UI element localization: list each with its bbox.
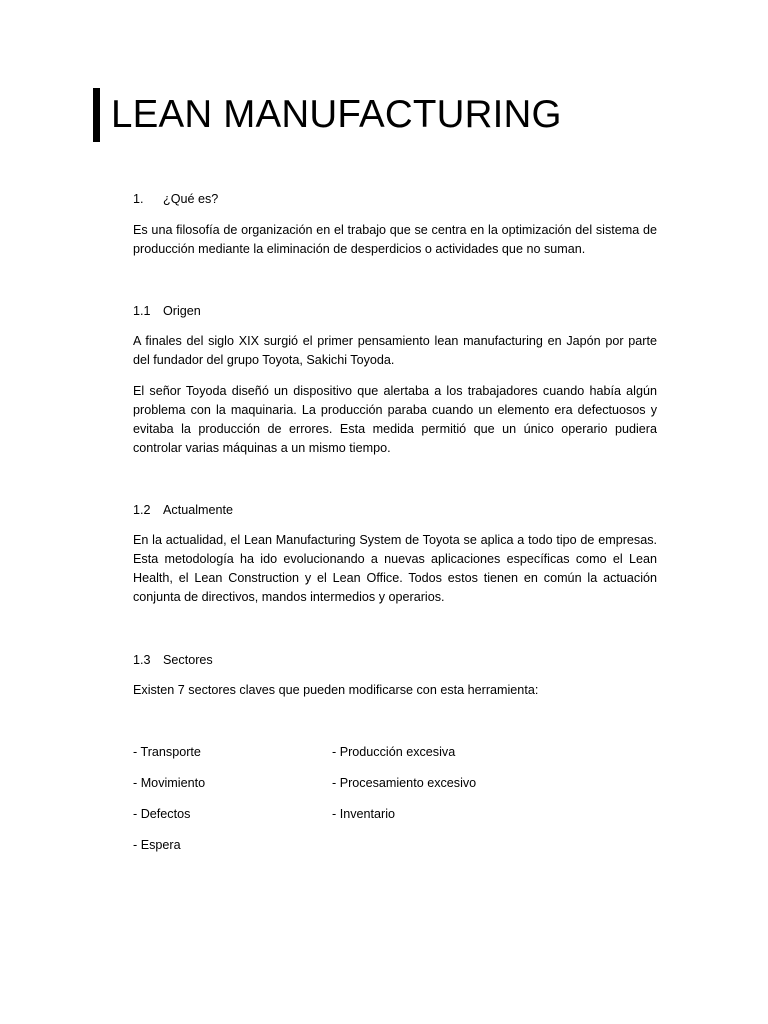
section-title: Actualmente — [163, 503, 234, 517]
paragraph-actualmente: En la actualidad, el Lean Manufacturing System de Toyota se aplica a todo tipo de empresas. Esta metodología ha ido evolucionando a nuevas aplicaciones específicas como el Lean Health, el Lean Construction y el Lean Office. Todos estos tienen en común la actuación conjunta de directivos, mandos intermedios y operarios. — [133, 533, 657, 604]
document-title: LEAN MANUFACTURING — [111, 93, 562, 136]
list-item: - Movimiento — [133, 776, 206, 790]
paragraph-sectores: Existen 7 sectores claves que pueden modificarse con esta herramienta: — [133, 683, 539, 697]
list-item: - Procesamiento excesivo — [332, 776, 477, 790]
title-accent-bar — [93, 88, 100, 142]
paragraph-origen-2: El señor Toyoda diseñó un dispositivo que alertaba a los trabajadores cuando había algún problema con la maquinaria. La producción paraba cuando un elemento era defectuosos y evitaba la producción de errores. Esta medida permitió que un único operario pudiera controlar varias máquinas a un mismo tiempo. — [133, 384, 657, 455]
paragraph-que-es: Es una filosofía de organización en el trabajo que se centra en la optimización del sistema de producción mediante la eliminación de desperdicios o actividades que no suman. — [133, 223, 657, 256]
section-title: Sectores — [163, 653, 213, 667]
section-number: 1. — [133, 192, 144, 206]
list-item: - Inventario — [332, 807, 395, 821]
list-item: - Transporte — [133, 745, 201, 759]
section-title: ¿Qué es? — [163, 192, 219, 206]
section-number: 1.3 — [133, 653, 151, 667]
section-heading-sectores — [133, 651, 213, 669]
list-item: - Producción excesiva — [332, 745, 456, 759]
section-title: Origen — [163, 304, 201, 318]
paragraph-origen-1: A finales del siglo XIX surgió el primer pensamiento lean manufacturing en Japón por parte del fundador del grupo Toyota, Sakichi Toyoda. — [133, 334, 657, 367]
list-item: - Defectos — [133, 807, 191, 821]
section-heading-que-es — [133, 190, 218, 208]
section-number: 1.1 — [133, 304, 151, 318]
section-number: 1.2 — [133, 503, 151, 517]
section-heading-origen — [133, 302, 201, 320]
section-heading-actualmente — [133, 501, 233, 519]
list-item: - Espera — [133, 838, 181, 852]
